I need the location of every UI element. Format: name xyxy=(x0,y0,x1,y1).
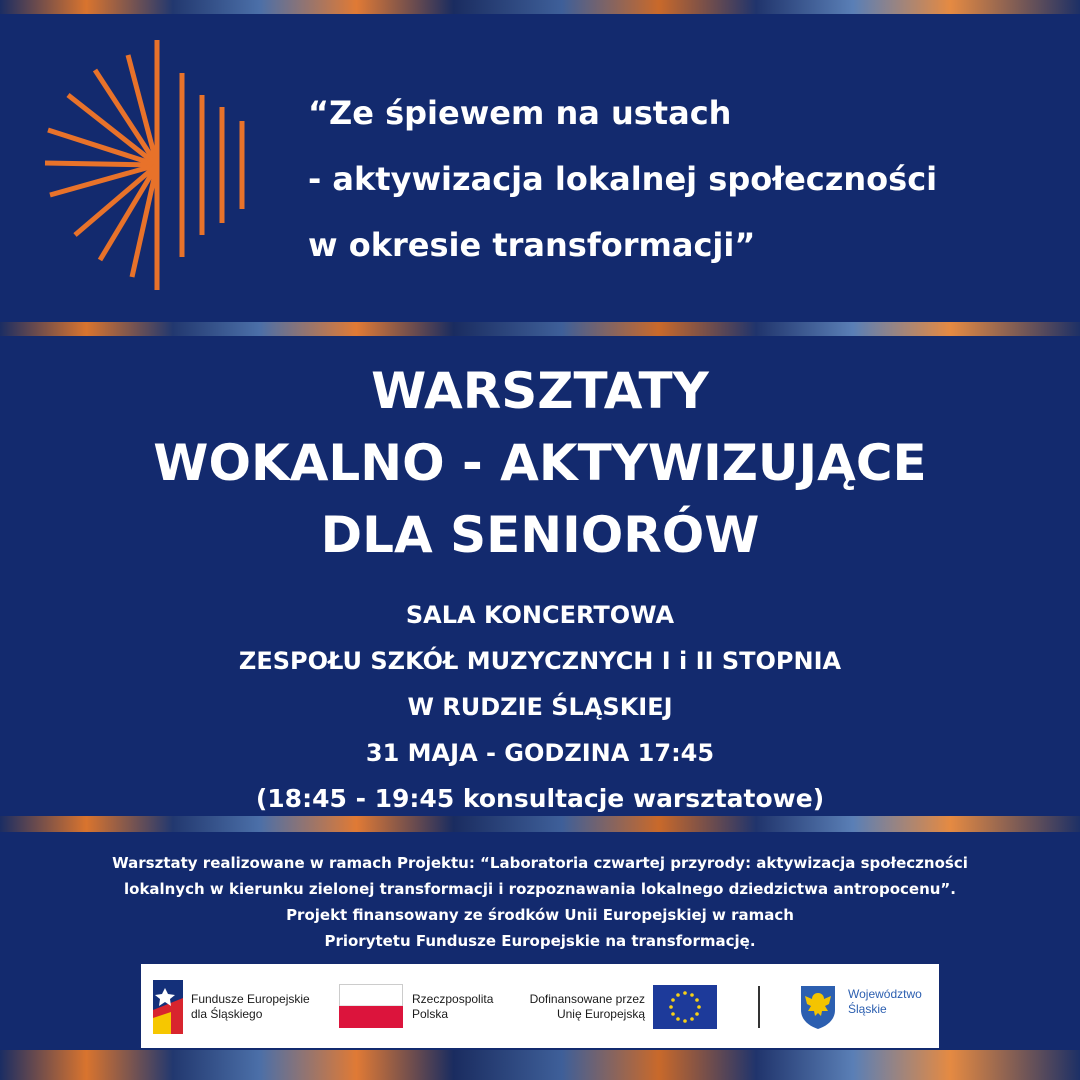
eu-logo-line: Dofinansowane przez xyxy=(529,992,645,1006)
funding-note-line: Warsztaty realizowane w ramach Projektu: “Laboratoria czwartej przyrody: aktywizacja społeczności xyxy=(112,854,968,872)
eu-flag-icon xyxy=(653,985,717,1029)
consultation-time-line: (18:45 - 19:45 konsultacje warsztatowe) xyxy=(255,784,825,813)
decorative-strip-lower xyxy=(0,816,1080,832)
decorative-strip-bottom xyxy=(0,1050,1080,1080)
fundusze-europejskie-icon xyxy=(153,980,183,1034)
polish-flag-icon xyxy=(339,984,403,1028)
project-title xyxy=(308,80,1068,278)
project-title-line: w okresie transformacji” xyxy=(308,226,756,264)
venue-line: W RUDZIE ŚLĄSKIEJ xyxy=(407,693,673,721)
silesian-eagle-icon xyxy=(799,984,837,1030)
ws-logo-line: Województwo xyxy=(848,987,922,1001)
event-title-line: DLA SENIORÓW xyxy=(320,506,760,564)
fe-logo-line: Fundusze Europejskie xyxy=(191,992,310,1006)
project-title-line: - aktywizacja lokalnej społeczności xyxy=(308,160,938,198)
sunburst-logo-icon xyxy=(40,35,260,295)
fe-logo-line: dla Śląskiego xyxy=(191,1007,263,1021)
fe-logo-text xyxy=(191,992,310,1022)
eu-logo-text xyxy=(523,992,645,1022)
funding-note-line: lokalnych w kierunku zielonej transformacji i rozpoznawania lokalnego dziedzictwa antropocenu”. xyxy=(124,880,956,898)
ws-logo-line: Śląskie xyxy=(848,1002,887,1016)
rp-logo-text xyxy=(412,992,493,1022)
project-title-line: “Ze śpiewem na ustach xyxy=(308,94,732,132)
date-time-line: 31 MAJA - GODZINA 17:45 xyxy=(365,739,715,767)
funding-note xyxy=(20,850,1060,954)
decorative-strip-upper xyxy=(0,322,1080,336)
rp-logo-line: Rzeczpospolita xyxy=(412,992,494,1006)
funding-logos-bar xyxy=(141,964,939,1048)
venue-line: SALA KONCERTOWA xyxy=(405,601,675,629)
rp-logo-line: Polska xyxy=(412,1007,449,1021)
event-title-line: WOKALNO - AKTYWIZUJĄCE xyxy=(153,434,927,492)
venue-line: ZESPOŁU SZKÓŁ MUZYCZNYCH I i II STOPNIA xyxy=(238,647,842,675)
decorative-strip-top xyxy=(0,0,1080,14)
logo-divider xyxy=(758,986,760,1028)
eu-logo-line: Unię Europejską xyxy=(556,1007,645,1021)
funding-note-line: Priorytetu Fundusze Europejskie na transformację. xyxy=(324,932,756,950)
ws-logo-text xyxy=(848,987,922,1017)
funding-note-line: Projekt finansowany ze środków Unii Europejskiej w ramach xyxy=(286,906,794,924)
event-title-line: WARSZTATY xyxy=(371,362,709,420)
event-title xyxy=(0,355,1080,571)
event-details xyxy=(0,592,1080,822)
